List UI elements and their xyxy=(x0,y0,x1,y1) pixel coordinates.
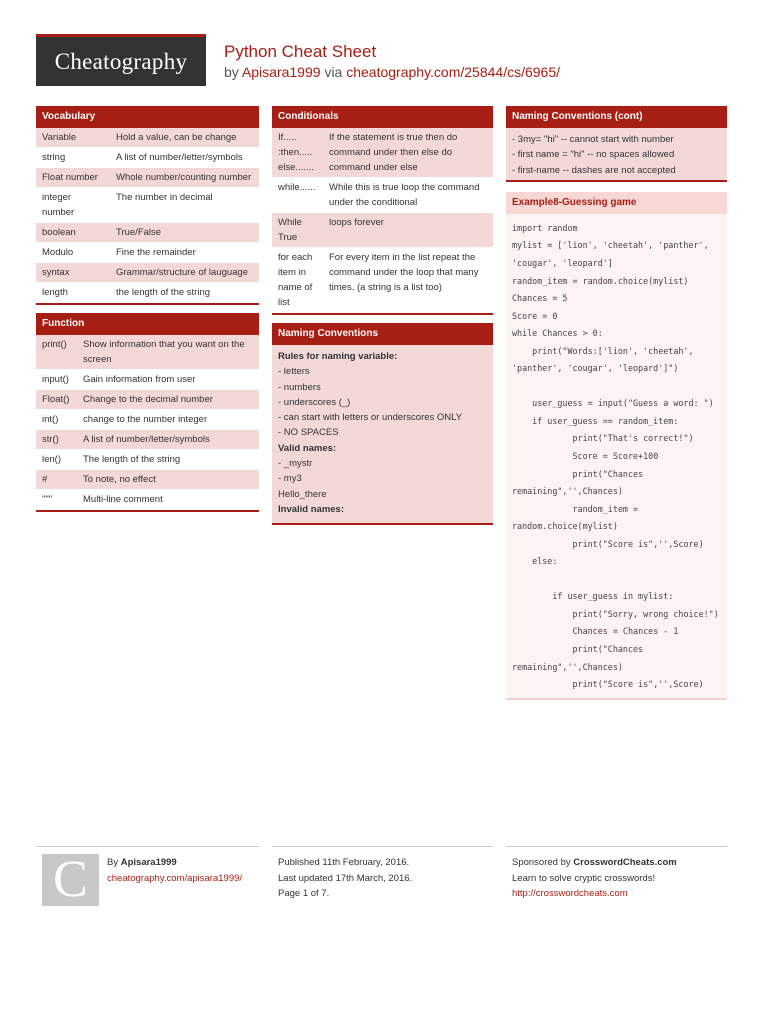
definition-cell: Show information that you want on the screen xyxy=(77,335,259,370)
term-cell: syntax xyxy=(36,263,110,283)
table-row xyxy=(36,335,259,370)
term-cell: Variable xyxy=(36,128,110,148)
table-row xyxy=(36,168,259,188)
footer xyxy=(36,846,727,908)
by-prefix: by xyxy=(224,64,239,80)
footer-author-url[interactable]: cheatography.com/apisara1999/ xyxy=(107,872,243,884)
definition-cell: A list of number/letter/symbols xyxy=(77,430,259,450)
definition-cell: the length of the string xyxy=(110,283,259,303)
definition-cell: While this is true loop the command under the conditional xyxy=(323,178,493,213)
example-section xyxy=(506,192,727,700)
naming-line: Rules for naming variable: xyxy=(278,351,398,362)
term-cell: int() xyxy=(36,410,77,430)
updated-date: Last updated 17th March, 2016. xyxy=(278,872,413,884)
definition-cell: Grammar/structure of lauguage xyxy=(110,263,259,283)
term-cell: len() xyxy=(36,450,77,470)
footer-author-name[interactable]: Apisara1999 xyxy=(120,857,177,868)
definition-cell: Change to the decimal number xyxy=(77,390,259,410)
sponsor-url[interactable]: http://crosswordcheats.com xyxy=(512,888,628,899)
function-section xyxy=(36,313,259,512)
table-row xyxy=(36,430,259,450)
page-number: Page 1 of 7. xyxy=(278,888,330,899)
definition-cell: Gain information from user xyxy=(77,370,259,390)
term-cell: integer number xyxy=(36,188,110,223)
table-row xyxy=(36,410,259,430)
sponsor-tagline: Learn to solve cryptic crosswords! xyxy=(512,872,656,884)
example-code: import random mylist = ['lion', 'cheetah', 'panther', 'cougar', 'leopard'] random_item = random.choice(mylist) Chances = 5 Score = 0 while Chances > 0: print("Words:['lion', 'cheetah', 'panther', 'cougar', 'leopard']") user_guess = input("Guess a word: ") if user_guess == random_item: print("That's correct!") Score = Score+100 print("Chances remaining",'',Chances) random_item = random.choice(mylist) print("Score is",'',Score) else: if user_guess in mylist: print("Sorry, wrong choice!") Chances = Chances - 1 print("Chances remaining",'',Chances) print("Score is",'',Score) xyxy=(506,214,727,698)
term-cell: Float() xyxy=(36,390,77,410)
table-row xyxy=(36,188,259,223)
table-row xyxy=(272,178,493,213)
sheet-url-link[interactable]: cheatography.com/25844/cs/6965/ xyxy=(346,64,561,80)
conditionals-header: Conditionals xyxy=(272,106,493,128)
term-cell: boolean xyxy=(36,223,110,243)
page-title: Python Cheat Sheet xyxy=(224,42,377,61)
naming-line: - numbers xyxy=(278,381,321,393)
naming-line: Hello_there xyxy=(278,488,327,500)
footer-author xyxy=(36,846,259,908)
table-row xyxy=(36,490,259,510)
naming-conventions-cont-body xyxy=(506,128,727,180)
logo-text: Cheatography xyxy=(54,48,188,74)
example-header: Example8-Guessing game xyxy=(506,192,727,214)
naming-line: - NO SPACES xyxy=(278,427,339,439)
naming-cont-line: - first-name -- dashes are not accepted xyxy=(512,164,676,176)
table-row xyxy=(36,223,259,243)
term-cell: If..... :then..... else....... xyxy=(272,128,323,178)
table-row xyxy=(272,128,493,178)
term-cell: print() xyxy=(36,335,77,370)
conditionals-section xyxy=(272,106,493,315)
table-row xyxy=(36,243,259,263)
naming-conventions-cont-section xyxy=(506,106,727,182)
vocabulary-header: Vocabulary xyxy=(36,106,259,128)
via-text: via xyxy=(324,64,343,80)
naming-line: - _mystr xyxy=(278,458,313,470)
column-3 xyxy=(506,106,727,708)
definition-cell: Whole number/counting number xyxy=(110,168,259,188)
table-row xyxy=(36,128,259,148)
naming-line: - my3 xyxy=(278,473,302,485)
table-row xyxy=(36,148,259,168)
definition-cell: loops forever xyxy=(323,213,493,248)
function-header: Function xyxy=(36,313,259,335)
table-row xyxy=(36,263,259,283)
term-cell: input() xyxy=(36,370,77,390)
sponsor-prefix: Sponsored by xyxy=(512,857,571,868)
definition-cell: If the statement is true then do command under then else do command under else xyxy=(323,128,493,178)
table-row xyxy=(36,370,259,390)
definition-cell: A list of number/letter/symbols xyxy=(110,148,259,168)
table-row xyxy=(272,213,493,248)
vocabulary-table xyxy=(36,128,259,303)
author-avatar xyxy=(42,851,99,908)
table-row xyxy=(272,248,493,313)
naming-line: Invalid names: xyxy=(278,503,344,515)
term-cell: Modulo xyxy=(36,243,110,263)
naming-conventions-cont-header: Naming Conventions (cont) xyxy=(506,106,727,128)
definition-cell: The length of the string xyxy=(77,450,259,470)
term-cell: # xyxy=(36,470,77,490)
definition-cell: change to the number integer xyxy=(77,410,259,430)
term-cell: string xyxy=(36,148,110,168)
term-cell: """ xyxy=(36,490,77,510)
naming-conventions-header: Naming Conventions xyxy=(272,323,493,345)
footer-dates xyxy=(272,846,493,908)
conditionals-table xyxy=(272,128,493,313)
definition-cell: Fine the remainder xyxy=(110,243,259,263)
published-date: Published 11th February, 2016. xyxy=(278,857,410,868)
term-cell: While True xyxy=(272,213,323,248)
table-row xyxy=(36,390,259,410)
naming-line: - underscores (_) xyxy=(278,396,351,408)
column-1 xyxy=(36,106,259,520)
column-2 xyxy=(272,106,493,533)
cheatography-logo[interactable] xyxy=(36,34,206,86)
definition-cell: Multi-line comment xyxy=(77,490,259,510)
sponsor-name[interactable]: CrosswordCheats.com xyxy=(573,857,677,868)
definition-cell: True/False xyxy=(110,223,259,243)
definition-cell: Hold a value, can be change xyxy=(110,128,259,148)
table-row xyxy=(36,470,259,490)
term-cell: for each item in name of list xyxy=(272,248,323,313)
naming-line: - letters xyxy=(278,366,310,378)
naming-line: - can start with letters or underscores ONLY xyxy=(278,412,463,424)
byline xyxy=(224,64,560,80)
avatar-letter: C xyxy=(53,851,88,908)
definition-cell: The number in decimal xyxy=(110,188,259,223)
author-link[interactable]: Apisara1999 xyxy=(241,64,321,80)
naming-conventions-section xyxy=(272,323,493,525)
function-table xyxy=(36,335,259,510)
footer-by-label: By xyxy=(107,857,119,868)
naming-cont-line: - first name = "hi" -- no spaces allowed xyxy=(512,149,675,161)
table-row xyxy=(36,450,259,470)
term-cell: while...... xyxy=(272,178,323,213)
definition-cell: For every item in the list repeat the command under the loop that many times. (a string is a list too) xyxy=(323,248,493,313)
term-cell: length xyxy=(36,283,110,303)
table-row xyxy=(36,283,259,303)
naming-cont-line: - 3my= "hi" -- cannot start with number xyxy=(512,134,674,145)
footer-sponsor xyxy=(506,846,727,908)
term-cell: str() xyxy=(36,430,77,450)
definition-cell: To note, no effect xyxy=(77,470,259,490)
vocabulary-section xyxy=(36,106,259,305)
naming-line: Valid names: xyxy=(278,442,337,454)
term-cell: Float number xyxy=(36,168,110,188)
naming-conventions-body xyxy=(272,345,493,523)
